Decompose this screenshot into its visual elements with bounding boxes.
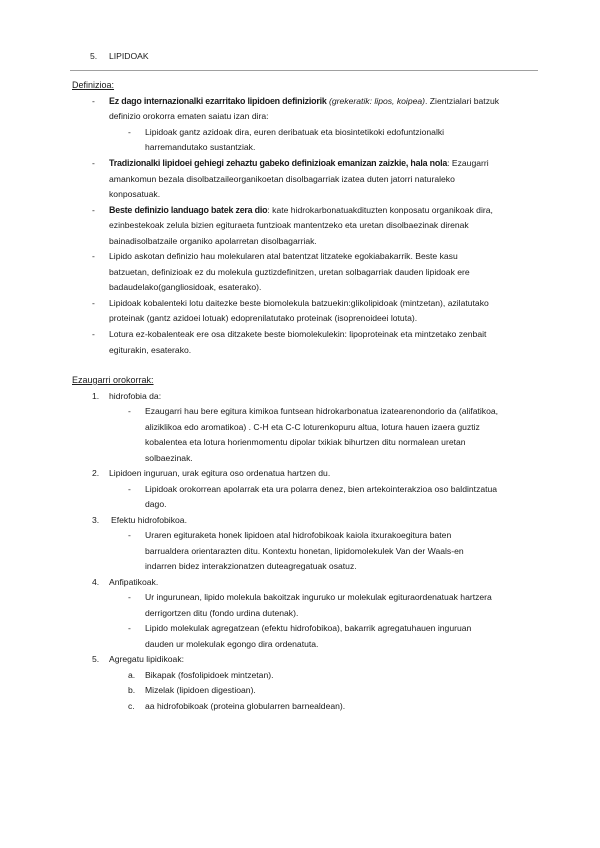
property-1-sub-line-4: solbaezinak.: [145, 453, 193, 463]
letter-marker: b.: [128, 685, 136, 695]
definition-item-1-bold: Ez dago internazionalki ezarritako lipidoen definiziorik: [109, 96, 327, 106]
definition-item-2-line-2: amankomun bezala disolbatzaileorganikoetan disolbagarriak izatea duten jatorri naturaleko: [109, 174, 455, 184]
definition-item-2-line-3: konposatuak.: [109, 189, 161, 199]
definition-item-3-line-1: [109, 205, 493, 216]
list-number: 3.: [92, 515, 100, 525]
heading-title: LIPIDOAK: [109, 51, 149, 61]
definition-item-4-line-2: batzuetan, definizioak ez du molekula guztizdefinitzen, uretan solbagarriak dauden lipidoak ere: [109, 267, 470, 277]
definition-item-1-text: . Zientzialari batzuk: [425, 96, 500, 106]
property-1-label: hidrofobia da:: [109, 391, 162, 401]
bullet-dash: -: [92, 298, 95, 308]
property-3-sub-line-3: indarren bidez interakzionatzen duteagregatuak osatuz.: [145, 561, 357, 571]
property-3-sub-line-1: Uraren egituraketa honek lipidoen atal hidrofobikoak kaiola itxurakoegitura baten: [145, 530, 452, 540]
definition-item-3-line-3: bainadisolbatzaile organiko apolarretan disolbagarriak.: [109, 236, 317, 246]
letter-marker: c.: [128, 701, 135, 711]
definition-item-1-line-2: definizio orokorra ematen saiatu izan dira:: [109, 111, 269, 121]
bullet-dash: -: [92, 329, 95, 339]
definition-item-1-italic: (grekeratik: lipos, koipea): [329, 96, 426, 106]
property-2-sub-line-1: Lipidoak orokorrean apolarrak eta ura polarra denez, bien artekointerakzioa oso baldintzatua: [145, 484, 498, 494]
aggregate-item-a: Bikapak (fosfolipidoek mintzetan).: [145, 670, 274, 680]
sub-bullet-dash: -: [128, 406, 131, 416]
list-number: 5.: [92, 654, 100, 664]
definition-item-5-line-1: Lipidoak kobalenteki lotu daitezke beste biomolekula batzuekin:glikolipidoak (mintzetan), azilatutako: [109, 298, 489, 308]
property-4-sub-1-line-2: derrigortzen ditu (fondo urdina dutenak).: [145, 608, 299, 618]
aggregate-item-b: Mizelak (lipidoen digestioan).: [145, 685, 256, 695]
list-number: 4.: [92, 577, 100, 587]
property-4-label: Anfipatikoak.: [109, 577, 159, 587]
sub-bullet-dash: -: [128, 592, 131, 602]
definition-item-4-line-1: Lipido askotan definizio hau molekularen atal batentzat litzateke egokiabakarrik. Beste kasu: [109, 251, 458, 261]
section-title-ezaugarriak: Ezaugarri orokorrak:: [72, 375, 154, 385]
property-4-sub-1-line-1: Ur ingurunean, lipido molekula bakoitzak inguruko ur molekulak egituraordenatuak hartzera: [145, 592, 492, 602]
sub-bullet-dash: -: [128, 127, 131, 137]
definition-item-5-line-2: proteinak (gantz azidoei lotuak) edoprenilatutako proteinak (isoprenoideei lotuta).: [109, 313, 418, 323]
heading-rule: [70, 70, 538, 71]
property-5-label: Agregatu lipidikoak:: [109, 654, 185, 664]
definition-item-6-line-2: egiturakin, esaterako.: [109, 345, 192, 355]
definition-item-2-line-1: [109, 158, 489, 169]
definition-item-3-line-2: ezinbestekoak zelula bizien egituraeta funtzioak mantentzeko eta uretan disolbaezinak direnak: [109, 220, 469, 230]
list-number: 2.: [92, 468, 100, 478]
definition-item-2-bold: Tradizionalki lipidoei gehiegi zehaztu gabeko definizioak emanizan zaizkie, hala nola: [109, 158, 448, 168]
definition-item-1-line-1: [109, 96, 499, 107]
property-3-label: Efektu hidrofobikoa.: [111, 515, 187, 525]
definition-item-1-sub-line-1: Lipidoak gantz azidoak dira, euren deribatuak eta biosintetikoki edofuntzionalki: [145, 127, 445, 137]
definition-item-2-text: : Ezaugarri: [447, 158, 489, 168]
bullet-dash: -: [92, 158, 95, 168]
aggregate-item-c: aa hidrofobikoak (proteina globularren barnealdean).: [145, 701, 346, 711]
list-number: 1.: [92, 391, 100, 401]
bullet-dash: -: [92, 96, 95, 106]
property-4-sub-2-line-2: dauden ur molekulak egongo dira ordenatuta.: [145, 639, 319, 649]
heading-number: 5.: [90, 51, 98, 61]
definition-item-3-bold: Beste definizio landuago batek zera dio: [109, 205, 268, 215]
definition-item-1-sub-line-2: harremandutako sustantziak.: [145, 142, 256, 152]
bullet-dash: -: [92, 251, 95, 261]
letter-marker: a.: [128, 670, 136, 680]
property-4-sub-2-line-1: Lipido molekulak agregatzean (efektu hidrofobikoa), bakarrik agregatuhauen inguruan: [145, 623, 472, 633]
property-1-sub-line-3: kobalentea eta lotura horienmomentu dipolar txikiak bihurtzen ditu normalean uretan: [145, 437, 466, 447]
property-2-sub-line-2: dago.: [145, 499, 167, 509]
definition-item-4-line-3: badaudelako(gangliosidoak, esaterako).: [109, 282, 262, 292]
property-1-sub-line-2: aliziklikoa edo aromatikoa) . C-H eta C-C loturenkopuru altua, lotura hauen izaera guztiz: [145, 422, 480, 432]
definition-item-6-line-1: Lotura ez-kobalenteak ere osa ditzakete beste biomolekulekin: lipoproteinak eta mintzetako zenbait: [109, 329, 487, 339]
property-2-label: Lipidoen inguruan, urak egitura oso ordenatua hartzen du.: [109, 468, 331, 478]
property-1-sub-line-1: Ezaugarri hau bere egitura kimikoa funtsean hidrokarbonatua izatearenondorio da (alifatikoa,: [145, 406, 499, 416]
bullet-dash: -: [92, 205, 95, 215]
sub-bullet-dash: -: [128, 484, 131, 494]
definition-item-3-text: : kate hidrokarbonatuakdituzten konposatu organikoak dira,: [267, 205, 493, 215]
property-3-sub-line-2: barrualdera orientarazten ditu. Kontextu honetan, lipidomolekulek Van der Waals-en: [145, 546, 464, 556]
sub-bullet-dash: -: [128, 530, 131, 540]
sub-bullet-dash: -: [128, 623, 131, 633]
section-title-definizioa: Definizioa:: [72, 80, 115, 90]
